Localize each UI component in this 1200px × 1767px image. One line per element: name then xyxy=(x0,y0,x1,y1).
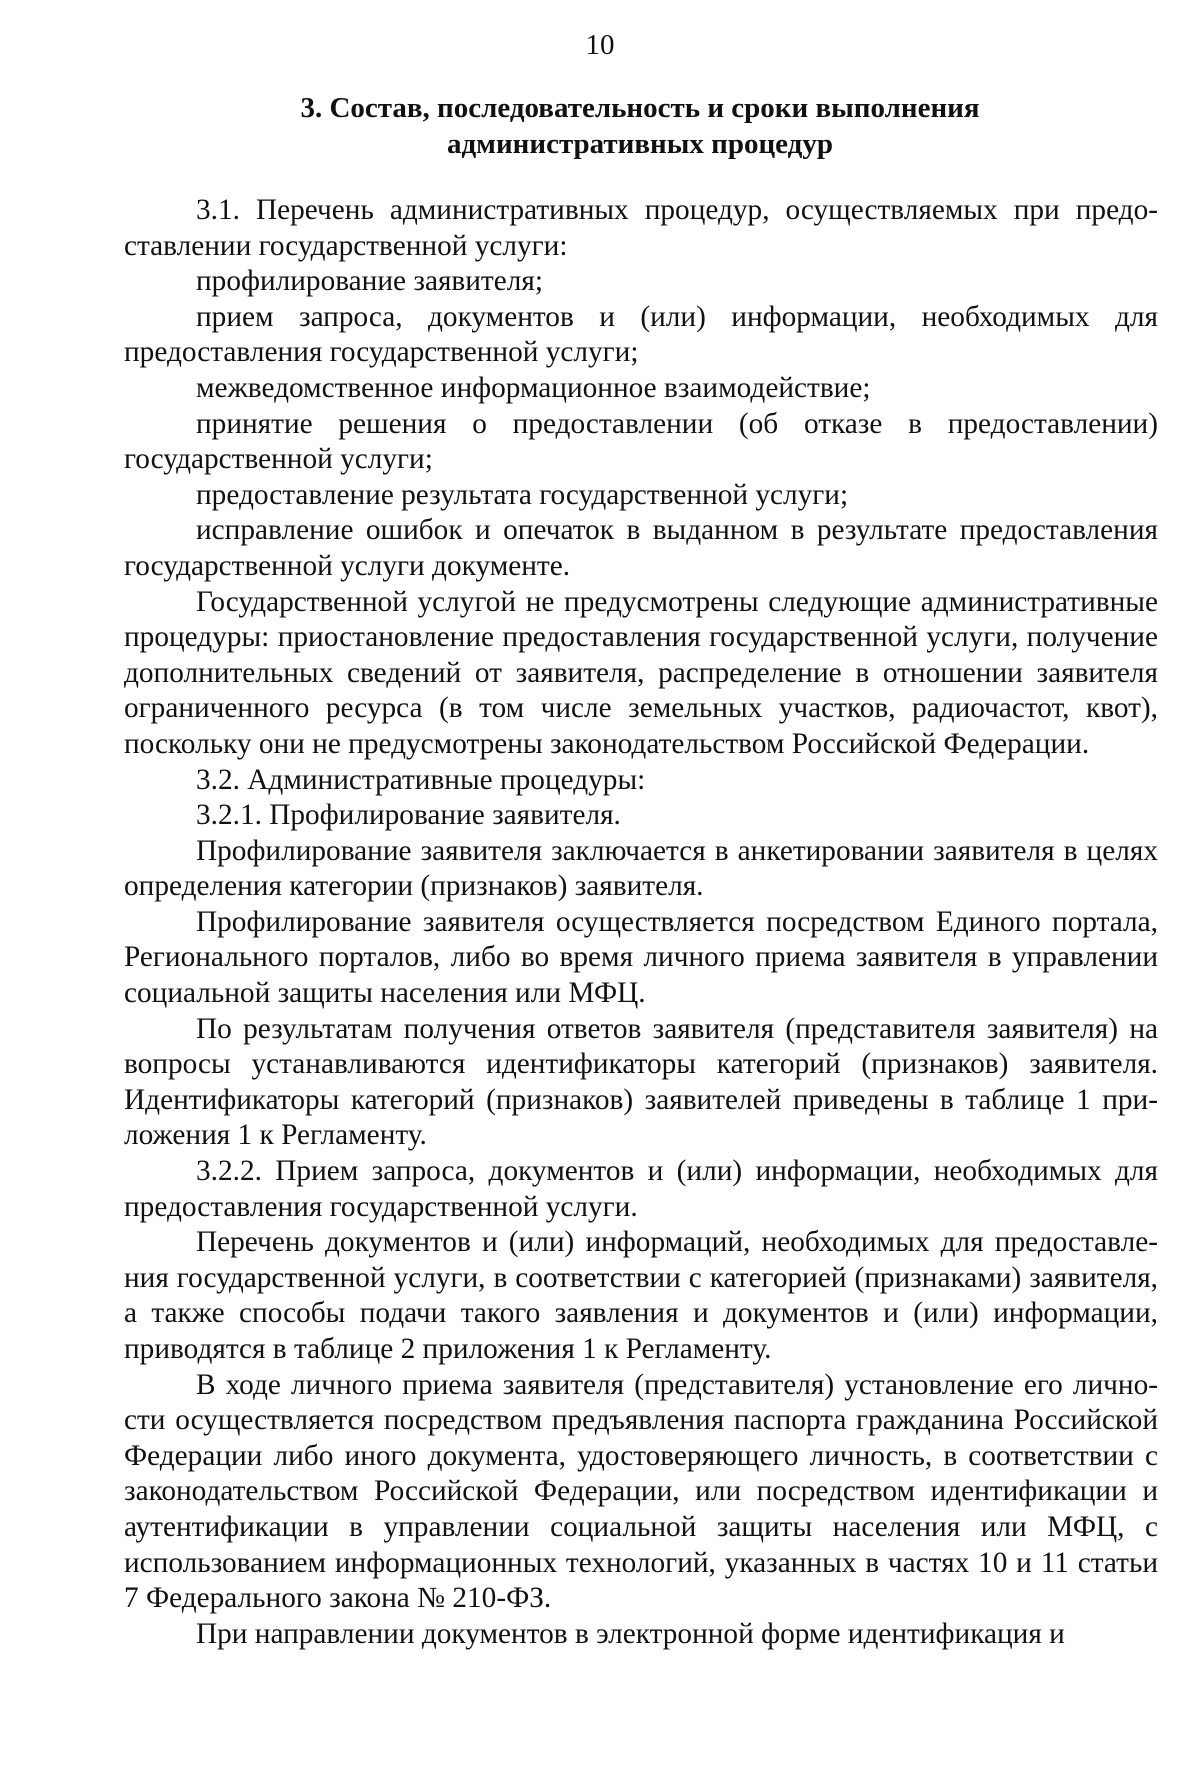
paragraph-electronic-submission: При направлении документов в электронной форме идентификация и xyxy=(196,1617,1065,1650)
list-item-interagency-interaction: межведомственное информационное взаимодействие; xyxy=(196,371,871,404)
paragraph-document-list: Перечень документов и (или) информаций, необходимых для предоставления государственной услуги, в соответствии с категорией (признаками) заявителя, а также способы подачи такого заявления и документов и (или) информации, приводятся в таблице 2 приложения 1 к Регламенту. xyxy=(124,1226,1158,1365)
paragraph-profiling-definition: Профилирование заявителя заключается в анкетировании заявителя в целях определения категории (признаков) заявителя. xyxy=(124,834,1158,903)
paragraph-3-2-1: 3.2.1. Профилирование заявителя. xyxy=(196,799,621,832)
document-body xyxy=(124,193,1158,1652)
list-item-request-intake: прием запроса, документов и (или) информации, необходимых для предоставления государственной услуги; xyxy=(124,300,1158,369)
paragraph-3-2: 3.2. Административные процедуры: xyxy=(196,763,646,796)
page-number: 10 xyxy=(585,29,615,61)
paragraph-3-2-2: 3.2.2. Прием запроса, документов и (или) информации, необходимых для предоставления государственной услуги. xyxy=(124,1155,1158,1223)
section-heading-line-2: административных процедур xyxy=(447,128,833,160)
paragraph-identity-verification: В ходе личного приема заявителя (представителя) установление его личности осуществляется посредством предъявления паспорта гражданина Российской Федерации либо иного документа, удостоверяющего личность, в соответствии с законодательством Российской Федерации, или посредством идентификации и аутентификации в управлении социальной защиты населения или МФЦ, с использованием информационных технологий, указанных в частях 10 и 11 статьи 7 Федерального закона № 210-ФЗ. xyxy=(124,1368,1158,1615)
list-item-decision: принятие решения о предоставлении (об отказе в предоставлении) государственной услуги; xyxy=(124,407,1158,476)
list-item-error-correction: исправление ошибок и опечаток в выданном в результате предоставления государственной услуги документе. xyxy=(124,514,1158,582)
list-item-profiling: профилирование заявителя; xyxy=(196,265,543,298)
paragraph-3-1-intro: 3.1. Перечень административных процедур, осуществляемых при предоставлении государственной услуги: xyxy=(124,194,1158,262)
paragraph-not-provided-procedures: Государственной услугой не предусмотрены следующие административные процедуры: приостановление предоставления государственной услуги, получение дополнительных сведений от заявителя, распределение в отношении заявителя ограниченного ресурса (в том числе земельных участков, радиочастот, квот), поскольку они не предусмотрены законодательством Российской Федерации. xyxy=(124,585,1158,760)
paragraph-profiling-channels: Профилирование заявителя осуществляется посредством Единого портала, Регионального порталов, либо во время личного приема заявителя в управлении социальной защиты населения или МФЦ. xyxy=(124,905,1158,1010)
section-heading-line-1: 3. Состав, последовательность и сроки выполнения xyxy=(300,92,980,124)
section-heading xyxy=(120,90,1160,162)
list-item-result-provision: предоставление результата государственной услуги; xyxy=(196,478,849,511)
paragraph-identifiers: По результатам получения ответов заявителя (представителя заявителя) на вопросы устанавливаются идентификаторы категорий (признаков) заявителя. Идентификаторы категорий (признаков) заявителей приведены в таблице 1 приложения 1 к Регламенту. xyxy=(124,1012,1158,1152)
